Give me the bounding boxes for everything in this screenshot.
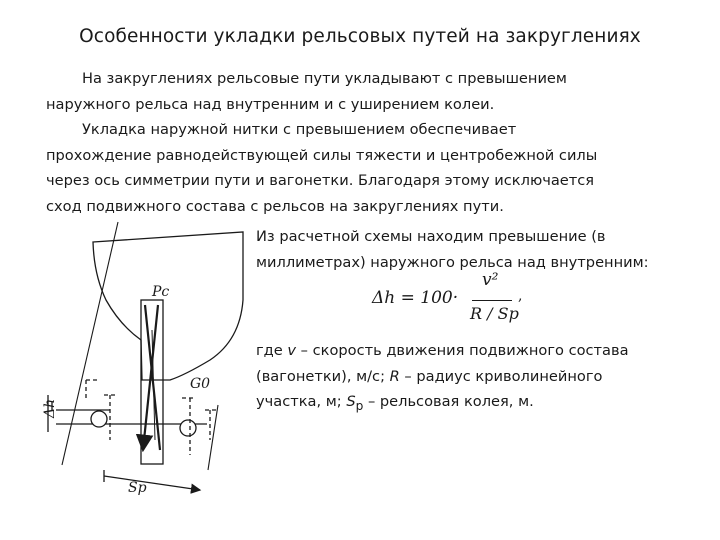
explanation-line: Укладка наружной нитки с превышением обеспечивает [82,121,517,138]
var-r: R [389,367,400,385]
slide-title: Особенности укладки рельсовых путей на закруглениях [79,26,641,47]
def-text: – скорость движения подвижного состава [296,342,629,359]
explanation-line: прохождение равнодействующей силы тяжести и центробежной силы [46,146,598,164]
formula-lhs: Δh = 100· [372,288,459,308]
gauge-dimension [104,476,200,490]
var-s: S [346,393,356,410]
def-text: участка, м; [256,393,347,410]
left-wheel [91,411,107,427]
intro-line: наружного рельса над внутренним и с уширением колеи. [46,95,495,113]
label-pc: Pc [152,284,170,300]
formula-comma: , [518,288,523,304]
explanation-line: сход подвижного состава с рельсов на закруглениях пути. [46,197,504,215]
resultant-line-a [143,305,158,450]
var-s-subscript: р [355,398,364,413]
calc-intro-line: Из расчетной схемы находим превышение (в [256,228,606,245]
def-text: – радиус криволинейного [399,367,603,385]
wagon-body [93,232,243,380]
def-text: (вагонетки), м/с; [256,367,390,385]
label-g0: G0 [190,376,211,392]
def-text: где [256,342,288,359]
label-sp: Sp [128,480,147,496]
resultant-line-b [145,305,160,450]
var-v: v [287,342,297,359]
def-text: – рельсовая колея, м. [363,393,534,410]
right-wheel [180,420,196,436]
calc-intro-line: миллиметрах) наружного рельса над внутренним: [256,253,649,271]
label-dh: Δh [42,398,58,418]
explanation-line: через ось симметрии пути и вагонетки. Благодаря этому исключается [46,172,595,189]
intro-line: На закруглениях рельсовые пути укладывают с превышением [82,70,567,87]
track-axis [62,222,118,465]
track-axis-right [208,405,218,470]
formula-numerator: v² [482,270,499,290]
formula-denominator: R / Sp [470,304,519,323]
